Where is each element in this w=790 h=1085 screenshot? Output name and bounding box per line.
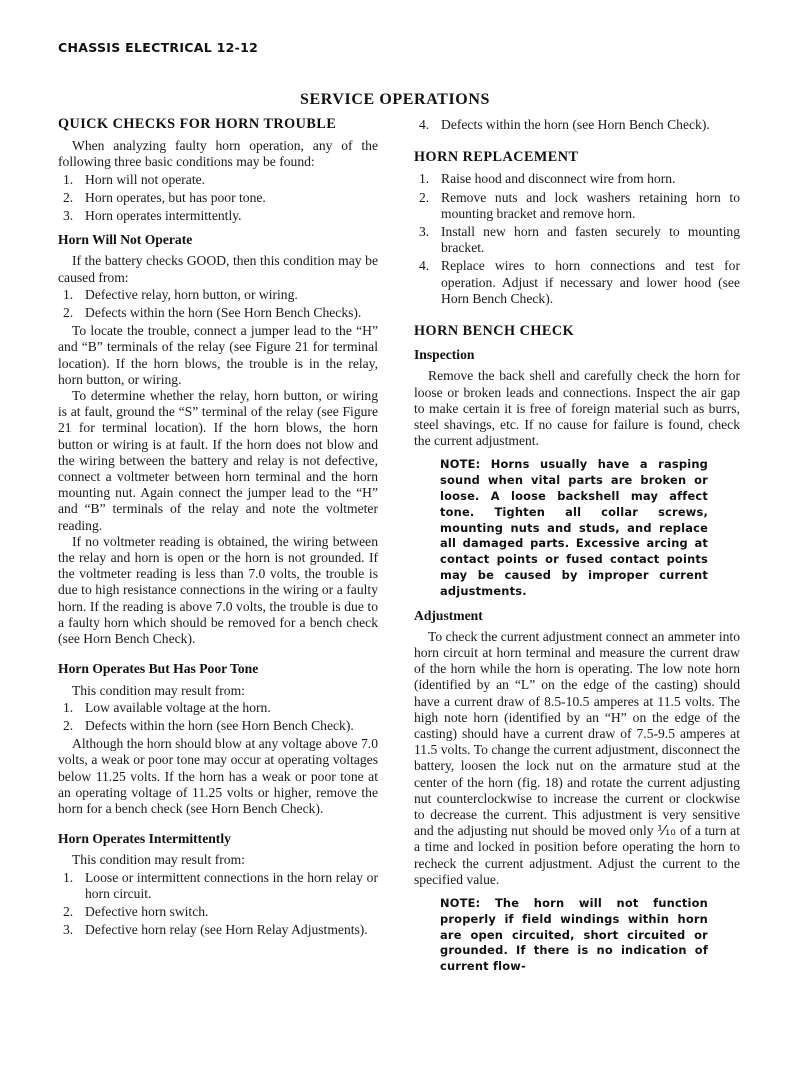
inspection-note: NOTE: Horns usually have a rasping sound when vital parts are broken or loose. A loose backshell may affect tone. Tighten all collar screws, mounting nuts and studs, and replace all damaged parts. Excessive arcing at contact points or fused contact points may be caused by improper current adjustments. [440,457,708,598]
horn-replacement-heading: HORN REPLACEMENT [414,149,579,166]
list-item: 3. Defective horn relay (see Horn Relay Adjustments). [63,922,368,938]
intermittent-section [58,831,378,938]
right-column [414,116,740,983]
quick-checks-section [58,116,378,224]
adjustment-note: NOTE: The horn will not function properly if field windings within horn are open circuited, short circuited or grounded. If there is no indication of current flow- [440,896,708,974]
page-title: SERVICE OPERATIONS [300,91,490,108]
horn-bench-check-section [414,323,740,975]
running-head: CHASSIS ELECTRICAL 12-12 [58,40,259,55]
poor-tone-heading: Horn Operates But Has Poor Tone [58,661,259,677]
list-item: 4. Defects within the horn (see Horn Bench Check). [419,117,710,132]
causes-list [58,870,378,939]
paragraph: Although the horn should blow at any voltage above 7.0 volts, a weak or poor tone may occur at operating voltages below 11.25 volts. If the horn has a weak or poor tone at an operating voltage of 11.25 volts or higher, remove the horn for a bench check (see Horn Bench Check). [58,736,378,816]
intermittent-heading: Horn Operates Intermittently [58,831,231,847]
will-not-operate-intro: If the battery checks GOOD, then this condition may be caused from: [58,253,378,285]
list-item: 2. Defects within the horn (See Horn Bench Checks). [63,305,362,321]
list-item: 2. Horn operates, but has poor tone. [63,189,266,205]
list-item: 2. Defective horn switch. [63,903,209,919]
list-item: 3. Horn operates intermittently. [63,208,242,224]
paragraph: If no voltmeter reading is obtained, the wiring between the relay and horn is open or the horn is not grounded. If the voltmeter reading is less than 7.0 volts, the trouble is due to high resistance connections in the wiring or a faulty horn. If the reading is above 7.0 volts, the trouble is due to a faulty horn which should be removed for a bench check (see Horn Bench Check). [58,533,378,647]
intermittent-intro: This condition may result from: [72,852,245,868]
quick-checks-heading: QUICK CHECKS FOR HORN TROUBLE [58,116,337,132]
list-item: 1. Loose or intermittent connections in the horn relay or horn circuit. [63,869,378,901]
continued-list [414,117,740,133]
list-item: 1. Horn will not operate. [63,171,206,187]
adjustment-paragraph: To check the current adjustment connect an ammeter into horn circuit at horn terminal and measure the current draw of the horn while the horn is operating. The low note horn (identified by an “L” on the edge of the casting) should have a current draw of 8.5-10.5 amperes at 11.5 volts. The high note horn (identified by an “H” on the edge of the casting) should have a current draw of 7.5-9.5 amperes at 11.5 volts. To change the current adjustment, disconnect the battery, loosen the lock nut on the armature stud at the center of the horn (fig. 18) and rotate the current adjusting nut counterclockwise to increase the current or clockwise to decrease the current. This adjustment is very sensitive and the adjusting nut should be moved only ⅒ of a turn at a time and locked in position before operating the horn to recheck the current adjustment. Adjust the current to the specified value. [414,628,740,887]
list-item: 3. Install new horn and fasten securely to mounting bracket. [419,224,740,256]
list-item: 1. Low available voltage at the horn. [63,699,271,715]
list-item: 1. Raise hood and disconnect wire from horn. [419,171,676,187]
list-item: 2. Remove nuts and lock washers retaining horn to mounting bracket and remove horn. [419,189,740,221]
horn-bench-check-heading: HORN BENCH CHECK [414,323,575,340]
conditions-list [58,172,378,225]
poor-tone-section [58,661,378,817]
inspection-heading: Inspection [414,347,475,363]
list-item: 1. Defective relay, horn button, or wiring. [63,286,298,302]
inspection-paragraph: Remove the back shell and carefully check the horn for loose or broken leads and connections. Inspect the air gap to make certain it is free of foreign material such as burrs, steel shavings, etc. If no cause for failure is found, check the current adjustment. [414,368,740,449]
replacement-steps [414,171,740,307]
paragraph: To determine whether the relay, horn button, or wiring is at fault, ground the “S” terminal of the relay (see Figure 21 for terminal location). If the horn blows, the horn button or wiring is at fault. If the horn does not blow and the wiring between the battery and relay is not defective, connect a voltmeter between horn terminal and the horn mounting nut. Again connect the jumper lead to the “H” and “B” terminals of the relay and note the voltmeter reading. [58,388,378,533]
fraction-one-tenth: ⅒ [657,823,677,839]
list-item: 4. Replace wires to horn connections and test for operation. Adjust if necessary and lower hood (see Horn Bench Check). [419,258,740,306]
list-item: 2. Defects within the horn (see Horn Bench Check). [63,717,354,733]
will-not-operate-section [58,232,378,647]
will-not-operate-heading: Horn Will Not Operate [58,232,193,248]
causes-list [58,700,378,734]
quick-checks-intro: When analyzing faulty horn operation, any of the following three basic conditions may be found: [58,138,378,170]
causes-list [58,287,378,321]
poor-tone-intro: This condition may result from: [72,682,245,698]
paragraph: To locate the trouble, connect a jumper lead to the “H” and “B” terminals of the relay (see Figure 21 for terminal location). If the horn blows, the trouble is in the relay, horn button, or wiring. [58,323,378,387]
left-column [58,116,378,940]
adjustment-heading: Adjustment [414,607,483,623]
horn-replacement-section [414,149,740,307]
